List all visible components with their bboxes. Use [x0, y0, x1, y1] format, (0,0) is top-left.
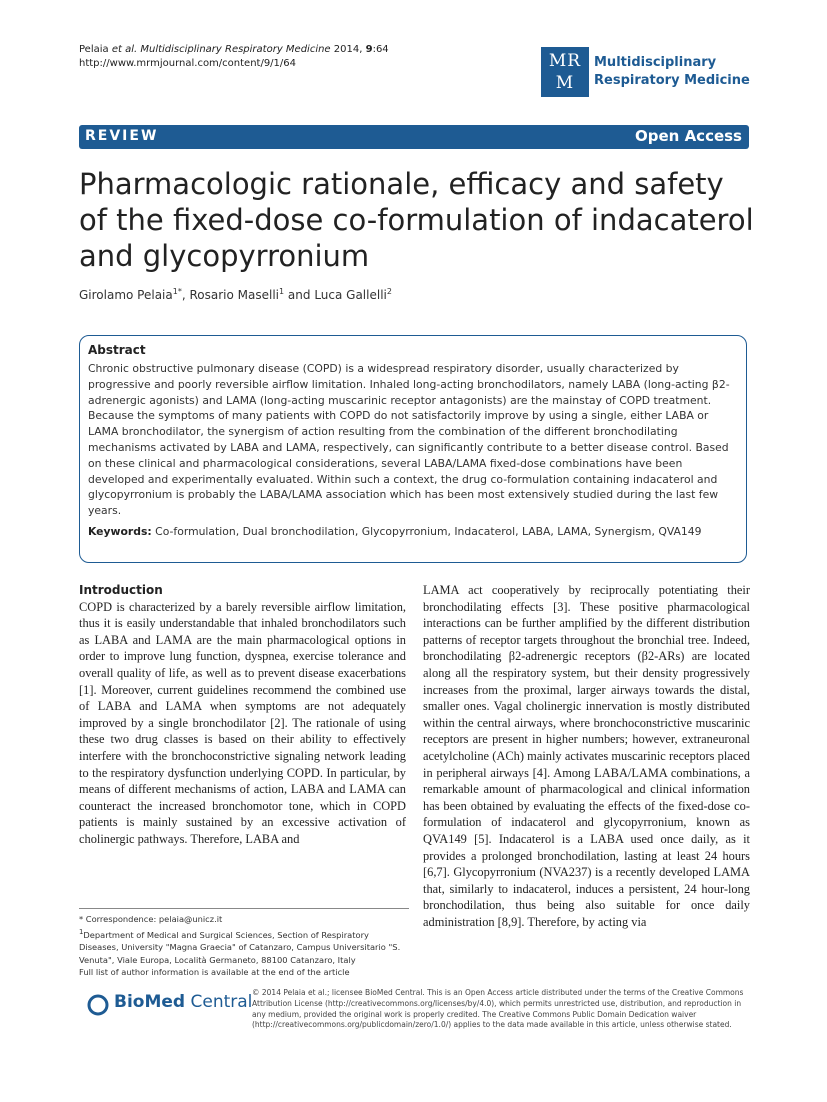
biomed-central-icon	[79, 986, 113, 1024]
abstract-text: Chronic obstructive pulmonary disease (COPD) is a widespread respiratory disorder, usually characterized by progressive and poorly reversible airflow limitation. Inhaled long-acting bronchodilators, namely LABA (long-acting β2-adrenergic agonists) and LAMA (long-acting muscarinic receptor antagonists) are the mainstay of COPD treatment. Because the symptoms of many patients with COPD do not satisfactorily improve by using a single, either LABA or LAMA bronchodilator, the synergism of action resulting from the combination of the different bronchodilating mechanisms activated by LABA and LAMA, respectively, can significantly contribute to a better disease control. Based on these clinical and pharmacological considerations, several LABA/LAMA fixed-dose combinations have been developed and experimentally evaluated. Within such a context, the drug co-formulation containing indacaterol and glycopyrronium is probably the LABA/LAMA association which has been most extensively studied during the last few years.	[88, 362, 730, 518]
citation-year: 2014,	[333, 44, 363, 55]
article-title: Pharmacologic rationale, efficacy and safety of the fixed-dose co-formulation of indacaterol and glycopyrronium	[79, 167, 754, 273]
journal-name-line1: Multidisciplinary	[594, 55, 717, 70]
author-separator: ,	[181, 288, 190, 302]
journal-name-line2: Respiratory Medicine	[594, 73, 750, 88]
author-affiliation: 1*	[172, 287, 182, 296]
correspondence-note: * Correspondence: pelaia@unicz.it	[79, 914, 223, 924]
citation-page: :64	[372, 44, 389, 55]
author-separator: and	[284, 288, 315, 302]
citation-authors: Pelaia	[79, 44, 109, 55]
journal-name	[594, 54, 754, 90]
body-paragraph: LAMA act cooperatively by reciprocally potentiating their bronchodilating effects [3]. These positive pharmacological interactions can be further amplified by the different distribution patterns of receptor targets throughout the bronchial tree. Indeed, bronchodilating β2-adrenergic receptors (β2-ARs) are located along all the respiratory system, but their density progressively increases from the proximal, larger airways towards the distal, smaller ones. Vagal cholinergic innervation is mostly distributed within the central airways, where bronchoconstrictive muscarinic receptors are present in higher numbers; however, extraneuronal acetylcholine (ACh) mainly activates muscarinic receptors placed in peripheral airways [4]. Among LABA/LAMA combinations, a remarkable amount of pharmacological and clinical information has been obtained by evaluating the effects of the fixed-dose co-formulation of indacaterol and glycopyrronium, known as QVA149 [5]. Indacaterol is a LABA used once daily, as it provides a prolonged bronchodilation, lasting at least 24 hours [6,7]. Glycopyrronium (NVA237) is a recently developed LAMA that, similarly to indacaterol, induces a persistent, 24 hour-long bronchodilation, thus being also suitable for once daily administration [8,9]. Therefore, by acting via	[423, 583, 750, 929]
author-affiliation: 1	[279, 287, 285, 296]
article-url[interactable]: http://www.mrmjournal.com/content/9/1/64	[79, 58, 297, 69]
body-column-left	[79, 582, 406, 848]
author-info-note: Full list of author information is available at the end of the article	[79, 967, 350, 978]
article-type-banner	[79, 125, 749, 149]
logo-mark-line1: MR	[548, 51, 582, 71]
author-name: Rosario Maselli	[189, 288, 279, 302]
affiliation-note	[79, 926, 409, 967]
author-name: Girolamo Pelaia	[79, 288, 173, 302]
author-name: Luca Gallelli	[314, 288, 387, 302]
publisher-name-bold: BioMed	[114, 992, 186, 1012]
publisher-name	[114, 992, 252, 1012]
keywords-list: Co-formulation, Dual bronchodilation, Glycopyrronium, Indacaterol, LABA, LAMA, Synergism, QVA149	[155, 524, 702, 538]
citation-journal: Multidisciplinary Respiratory Medicine	[140, 44, 331, 55]
citation-volume: 9	[365, 44, 373, 55]
open-access-label: Open Access	[635, 127, 742, 145]
keywords-label: Keywords:	[88, 524, 152, 538]
logo-mark-line2: M	[555, 73, 575, 93]
citation-etal: et al.	[111, 44, 138, 55]
journal-logo-mark	[541, 47, 589, 97]
license-statement: © 2014 Pelaia et al.; licensee BioMed Central. This is an Open Access article distributed under the terms of the Creative Commons Attribution License (http://creativecommons.org/licenses/by/4.0), which permits unrestricted use, distribution, and reproduction in any medium, provided the original work is properly credited. The Creative Commons Public Domain Dedication waiver (http://creativecommons.org/publicdomain/zero/1.0/) applies to the data made available in this article, unless otherwise stated.	[252, 988, 744, 1030]
section-heading-introduction: Introduction	[79, 583, 163, 597]
affiliation-sup: 1	[79, 927, 84, 936]
journal-logo	[541, 47, 751, 99]
publisher-logo	[79, 986, 253, 1026]
body-column-right	[423, 582, 750, 930]
abstract-heading: Abstract	[88, 343, 146, 357]
author-list	[79, 287, 392, 302]
publisher-name-rest: Central	[185, 992, 253, 1012]
footnotes	[79, 908, 409, 979]
body-paragraph: COPD is characterized by a barely reversible airflow limitation, thus it is easily understandable that inhaled bronchodilators such as LABA and LAMA are the main pharmacological options in order to improve lung function, dyspnea, exercise tolerance and overall quality of life, as well as to prevent disease exacerbations [1]. Moreover, current guidelines recommend the combined use of LABA and LAMA when symptoms are not adequately improved by a single bronchodilator [2]. The rationale of using these two drug classes is based on their ability to effectively interfere with the bronchoconstrictive signaling network leading to the respiratory dysfunction underlying COPD. In particular, by means of different mechanisms of action, LABA and LAMA can counteract the increased bronchomotor tone, which in COPD patients is mainly sustained by an excessive activation of cholinergic pathways. Therefore, LABA and	[79, 599, 406, 846]
affiliation-text: Department of Medical and Surgical Sciences, Section of Respiratory Diseases, University "Magna Graecia" of Catanzaro, Campus Universitario "S. Venuta", Viale Europa, Località Germaneto, 88100 Catanzaro, Italy	[79, 929, 401, 965]
article-type: REVIEW	[85, 128, 159, 144]
author-affiliation: 2	[386, 287, 392, 296]
abstract-box	[79, 335, 747, 563]
citation-line	[79, 44, 389, 55]
keywords-line	[88, 525, 738, 538]
